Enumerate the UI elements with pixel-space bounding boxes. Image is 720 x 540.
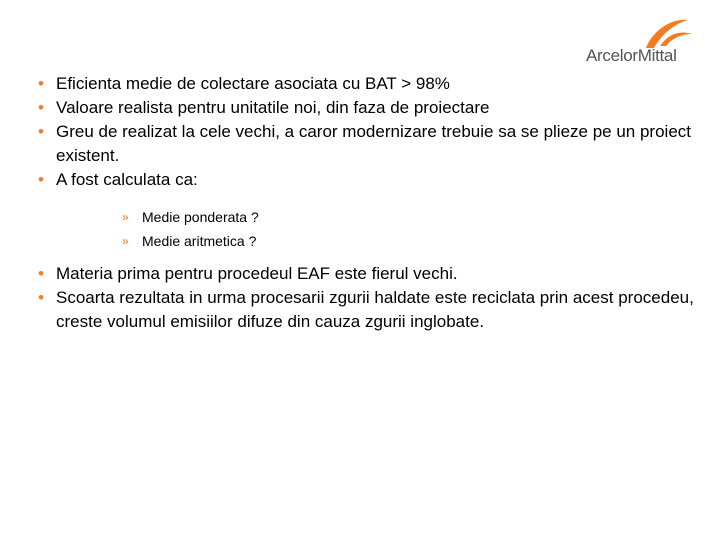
sub-bullet-text: Medie ponderata ? <box>142 209 259 225</box>
sub-bullet-chevron-icon: » <box>122 234 129 248</box>
bullet-text: Scoarta rezultata in urma procesarii zgurii haldate este reciclata prin acest procedeu, creste volumul emisiilor difuze din cauza zgurii inglobate. <box>56 288 694 331</box>
bullet-dot-icon: • <box>38 288 44 307</box>
bullet-text: Eficienta medie de colectare asociata cu BAT > 98% <box>56 74 450 93</box>
bullet-text: Greu de realizat la cele vechi, a caror modernizare trebuie sa se plieze pe un proiect existent. <box>56 122 692 165</box>
bullet-item <box>38 262 698 286</box>
sub-bullet-chevron-icon: » <box>122 210 129 224</box>
bullet-text: Valoare realista pentru unitatile noi, din faza de proiectare <box>56 98 490 117</box>
sub-bullet-item <box>122 229 698 253</box>
sub-bullet-text: Medie aritmetica ? <box>142 233 257 249</box>
bullet-item <box>38 120 698 168</box>
bullet-item <box>38 168 698 192</box>
logo-text: ArcelorMittal <box>586 46 677 65</box>
bullet-item <box>38 96 698 120</box>
bullet-dot-icon: • <box>38 264 44 283</box>
arcelormittal-logo <box>586 16 694 68</box>
bullet-dot-icon: • <box>38 122 44 141</box>
logo-swoosh-icon <box>586 16 694 50</box>
bullet-dot-icon: • <box>38 170 44 189</box>
bullet-dot-icon: • <box>38 98 44 117</box>
sub-bullet-item <box>122 205 698 229</box>
bullet-dot-icon: • <box>38 74 44 93</box>
bullet-text: A fost calculata ca: <box>56 170 198 189</box>
bullet-item <box>38 286 698 334</box>
slide-content <box>38 72 698 334</box>
sub-bullet-list <box>38 205 698 253</box>
bullet-text: Materia prima pentru procedeul EAF este fierul vechi. <box>56 264 458 283</box>
bullet-item <box>38 72 698 96</box>
